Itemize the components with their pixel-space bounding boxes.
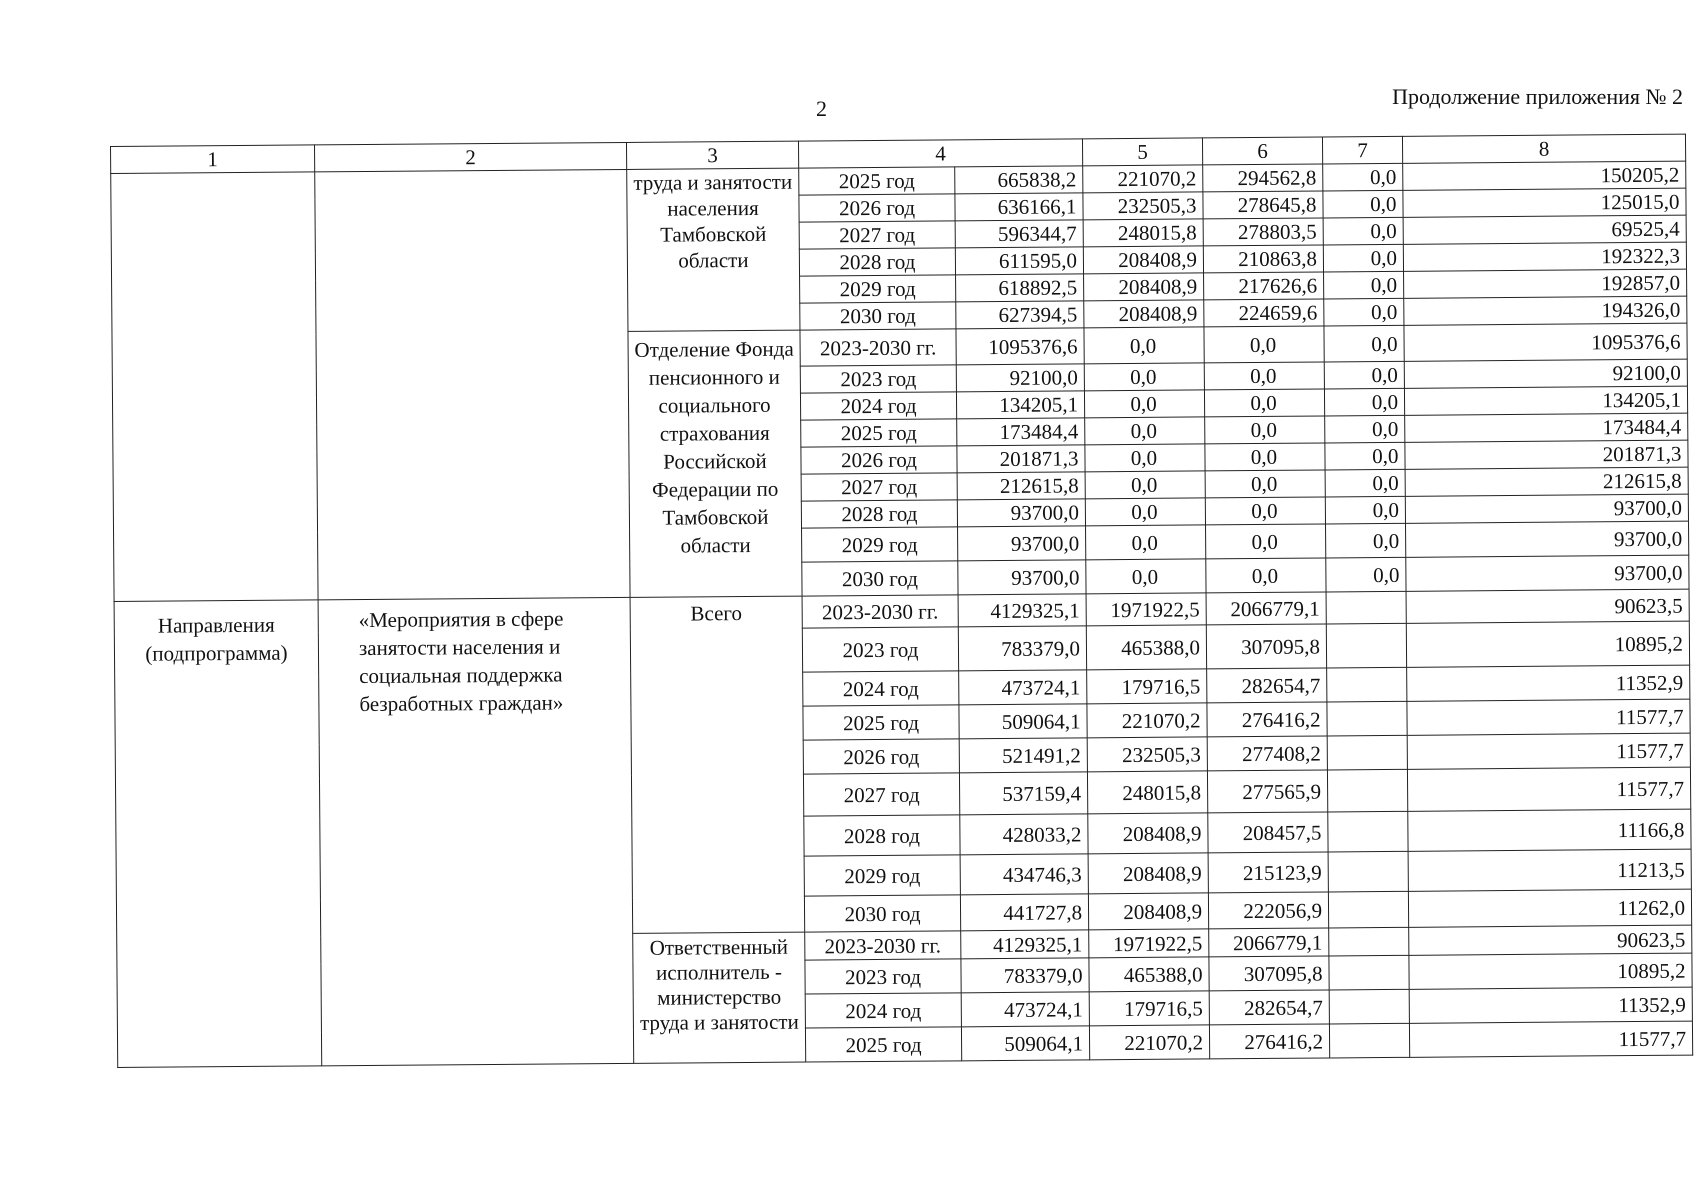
period-cell: 2026 год <box>803 739 959 774</box>
amount-cell: 521491,2 <box>959 738 1087 773</box>
amount-cell: 221070,2 <box>1087 703 1207 738</box>
amount-cell: 0,0 <box>1085 498 1205 526</box>
amount-cell: 282654,7 <box>1209 990 1329 1025</box>
column-header: 5 <box>1082 138 1202 166</box>
period-cell: 2026 год <box>799 194 955 222</box>
period-cell: 2025 год <box>799 167 955 195</box>
page-number: 2 <box>816 96 827 121</box>
amount-cell: 208408,9 <box>1084 273 1204 301</box>
amount-cell: 11352,9 <box>1407 665 1690 701</box>
amount-cell: 11262,0 <box>1408 889 1691 927</box>
amount-cell: 282654,7 <box>1207 668 1327 703</box>
amount-cell <box>1327 701 1407 736</box>
amount-cell: 473724,1 <box>961 992 1089 1027</box>
amount-cell: 93700,0 <box>1406 521 1689 557</box>
amount-cell: 93700,0 <box>1406 555 1689 591</box>
amount-cell: 783379,0 <box>958 626 1086 671</box>
period-cell: 2030 год <box>802 561 958 596</box>
period-cell: 2027 год <box>803 773 959 816</box>
column-header: 7 <box>1322 136 1402 164</box>
amount-cell: 93700,0 <box>958 526 1086 561</box>
period-cell: 2030 год <box>804 895 960 932</box>
amount-cell: 4129325,1 <box>958 594 1086 627</box>
amount-cell: 0,0 <box>1325 496 1405 524</box>
period-cell: 2028 год <box>799 248 955 276</box>
amount-cell: 10895,2 <box>1406 621 1689 667</box>
amount-cell: 0,0 <box>1204 362 1324 390</box>
period-cell: 2024 год <box>800 392 956 420</box>
amount-cell: 0,0 <box>1326 523 1406 558</box>
amount-cell: 473724,1 <box>959 670 1087 705</box>
amount-cell: 11352,9 <box>1409 987 1692 1023</box>
amount-cell: 465388,0 <box>1086 625 1206 670</box>
amount-cell: 11166,8 <box>1408 809 1691 851</box>
amount-cell <box>1327 667 1407 702</box>
amount-cell: 232505,3 <box>1083 192 1203 220</box>
amount-cell: 208408,9 <box>1088 813 1208 854</box>
amount-cell: 0,0 <box>1323 244 1403 272</box>
amount-cell: 0,0 <box>1086 559 1206 594</box>
period-cell: 2030 год <box>800 302 956 330</box>
amount-cell <box>1326 591 1406 624</box>
amount-cell <box>1328 891 1408 928</box>
financing-table <box>110 134 1693 1068</box>
subprogram-title-cell: «Мероприятия в сфере занятости населения и социальная поддержка безработных граждан» <box>318 597 634 1065</box>
amount-cell: 618892,5 <box>956 274 1084 302</box>
period-cell: 2025 год <box>803 705 959 740</box>
amount-cell: 173484,4 <box>957 418 1085 446</box>
amount-cell: 0,0 <box>1205 470 1325 498</box>
amount-cell <box>1329 927 1409 956</box>
amount-cell: 0,0 <box>1206 558 1326 593</box>
amount-cell <box>1327 735 1407 770</box>
type-cell: Направления (подпрограмма) <box>114 600 322 1068</box>
amount-cell: 222056,9 <box>1208 892 1328 929</box>
amount-cell: 627394,5 <box>956 301 1084 329</box>
amount-cell: 194326,0 <box>1404 296 1687 325</box>
amount-cell: 465388,0 <box>1089 957 1209 992</box>
amount-cell <box>1328 811 1408 852</box>
amount-cell: 0,0 <box>1206 524 1326 559</box>
amount-cell: 2066779,1 <box>1209 928 1329 957</box>
amount-cell: 276416,2 <box>1209 1024 1329 1059</box>
amount-cell: 201871,3 <box>957 445 1085 473</box>
amount-cell: 125015,0 <box>1403 188 1686 217</box>
amount-cell: 277565,9 <box>1207 770 1327 813</box>
title-cell <box>315 169 630 599</box>
amount-cell: 90623,5 <box>1406 589 1689 623</box>
amount-cell: 4129325,1 <box>961 930 1089 959</box>
column-header: 6 <box>1202 137 1322 165</box>
amount-cell <box>1329 955 1409 990</box>
period-cell: 2023-2030 гг. <box>800 329 956 366</box>
recipient-cell: Отделение Фонда пенсионного и социального страхования Российской Федерации по Тамбовской области <box>628 330 802 597</box>
amount-cell: 0,0 <box>1324 325 1404 362</box>
amount-cell: 221070,2 <box>1083 165 1203 193</box>
period-cell: 2024 год <box>805 993 961 1028</box>
amount-cell: 212615,8 <box>957 472 1085 500</box>
amount-cell: 11577,7 <box>1407 767 1690 811</box>
amount-cell: 173484,4 <box>1405 413 1688 442</box>
amount-cell: 0,0 <box>1324 271 1404 299</box>
amount-cell: 665838,2 <box>955 166 1083 194</box>
period-cell: 2028 год <box>801 500 957 528</box>
period-cell: 2023 год <box>800 365 956 393</box>
amount-cell: 434746,3 <box>960 854 1088 895</box>
amount-cell: 276416,2 <box>1207 702 1327 737</box>
amount-cell: 1095376,6 <box>1404 323 1687 361</box>
amount-cell: 0,0 <box>1324 388 1404 416</box>
amount-cell: 278803,5 <box>1203 218 1323 246</box>
amount-cell: 0,0 <box>1085 417 1205 445</box>
amount-cell: 0,0 <box>1325 469 1405 497</box>
column-header: 8 <box>1402 134 1685 163</box>
amount-cell: 0,0 <box>1205 443 1325 471</box>
amount-cell: 93700,0 <box>958 560 1086 595</box>
amount-cell: 248015,8 <box>1087 771 1207 814</box>
amount-cell: 208408,9 <box>1084 300 1204 328</box>
amount-cell: 208408,9 <box>1088 893 1208 930</box>
amount-cell: 134205,1 <box>1404 386 1687 415</box>
period-cell: 2029 год <box>804 855 960 896</box>
column-header: 4 <box>798 139 1082 168</box>
column-header: 2 <box>314 142 626 171</box>
recipient-cell: Ответственный исполнитель - министерство труда и занятости <box>633 932 806 1063</box>
amount-cell: 0,0 <box>1326 557 1406 592</box>
amount-cell: 192857,0 <box>1404 269 1687 298</box>
amount-cell: 0,0 <box>1086 525 1206 560</box>
period-cell: 2025 год <box>801 419 957 447</box>
period-cell: 2023-2030 гг. <box>802 595 958 628</box>
amount-cell: 307095,8 <box>1209 956 1329 991</box>
amount-cell: 509064,1 <box>961 1026 1089 1061</box>
amount-cell <box>1329 989 1409 1024</box>
amount-cell: 0,0 <box>1325 415 1405 443</box>
amount-cell: 0,0 <box>1324 361 1404 389</box>
period-cell: 2029 год <box>802 527 958 562</box>
amount-cell: 0,0 <box>1085 471 1205 499</box>
amount-cell: 92100,0 <box>956 364 1084 392</box>
amount-cell: 294562,8 <box>1203 164 1323 192</box>
amount-cell: 192322,3 <box>1403 242 1686 271</box>
amount-cell <box>1329 1023 1409 1058</box>
period-cell: 2027 год <box>799 221 955 249</box>
amount-cell: 90623,5 <box>1409 925 1692 955</box>
period-cell: 2029 год <box>800 275 956 303</box>
amount-cell: 10895,2 <box>1409 953 1692 989</box>
amount-cell: 277408,2 <box>1207 736 1327 771</box>
amount-cell: 0,0 <box>1323 217 1403 245</box>
amount-cell: 232505,3 <box>1087 737 1207 772</box>
amount-cell: 215123,9 <box>1208 852 1328 893</box>
amount-cell: 0,0 <box>1084 390 1204 418</box>
amount-cell: 248015,8 <box>1083 219 1203 247</box>
period-cell: 2024 год <box>803 671 959 706</box>
recipient-cell: Всего <box>630 596 805 933</box>
amount-cell: 636166,1 <box>955 193 1083 221</box>
amount-cell: 11213,5 <box>1408 849 1691 891</box>
amount-cell: 224659,6 <box>1204 299 1324 327</box>
amount-cell: 11577,7 <box>1407 699 1690 735</box>
amount-cell: 0,0 <box>1325 442 1405 470</box>
amount-cell: 0,0 <box>1204 326 1324 363</box>
amount-cell: 179716,5 <box>1087 669 1207 704</box>
amount-cell: 11577,7 <box>1407 733 1690 769</box>
amount-cell: 0,0 <box>1323 163 1403 191</box>
amount-cell: 0,0 <box>1205 497 1325 525</box>
amount-cell: 221070,2 <box>1089 1025 1209 1060</box>
continuation-label: Продолжение приложения № 2 <box>1392 84 1683 109</box>
amount-cell: 201871,3 <box>1405 440 1688 469</box>
period-cell: 2023 год <box>805 959 961 994</box>
amount-cell: 428033,2 <box>960 814 1088 855</box>
amount-cell: 150205,2 <box>1403 161 1686 190</box>
amount-cell: 783379,0 <box>961 958 1089 993</box>
amount-cell: 210863,8 <box>1203 245 1323 273</box>
amount-cell: 179716,5 <box>1089 991 1209 1026</box>
amount-cell: 93700,0 <box>957 499 1085 527</box>
period-cell: 2023-2030 гг. <box>805 931 961 960</box>
amount-cell: 0,0 <box>1204 389 1324 417</box>
amount-cell: 0,0 <box>1084 363 1204 391</box>
type-cell <box>111 172 318 602</box>
period-cell: 2023 год <box>802 627 958 672</box>
amount-cell: 1095376,6 <box>956 328 1084 365</box>
amount-cell <box>1326 623 1406 668</box>
amount-cell: 537159,4 <box>959 772 1087 815</box>
amount-cell <box>1327 769 1407 812</box>
column-header: 3 <box>626 141 798 169</box>
amount-cell: 307095,8 <box>1206 624 1326 669</box>
amount-cell: 69525,4 <box>1403 215 1686 244</box>
amount-cell: 0,0 <box>1205 416 1325 444</box>
column-header: 1 <box>111 145 315 174</box>
amount-cell: 208457,5 <box>1208 812 1328 853</box>
period-cell: 2028 год <box>804 815 960 856</box>
period-cell: 2027 год <box>801 473 957 501</box>
amount-cell: 0,0 <box>1085 444 1205 472</box>
amount-cell <box>1328 851 1408 892</box>
amount-cell: 208408,9 <box>1088 853 1208 894</box>
period-cell: 2026 год <box>801 446 957 474</box>
amount-cell: 212615,8 <box>1405 467 1688 496</box>
recipient-cell: труда и занятости населения Тамбовской области <box>627 168 800 331</box>
amount-cell: 441727,8 <box>960 894 1088 931</box>
amount-cell: 596344,7 <box>955 220 1083 248</box>
amount-cell: 611595,0 <box>955 247 1083 275</box>
amount-cell: 0,0 <box>1323 190 1403 218</box>
period-cell: 2025 год <box>805 1027 961 1062</box>
amount-cell: 1971922,5 <box>1086 593 1206 626</box>
amount-cell: 92100,0 <box>1404 359 1687 388</box>
amount-cell: 217626,6 <box>1204 272 1324 300</box>
amount-cell: 11577,7 <box>1409 1021 1692 1057</box>
amount-cell: 208408,9 <box>1083 246 1203 274</box>
amount-cell: 278645,8 <box>1203 191 1323 219</box>
amount-cell: 134205,1 <box>956 391 1084 419</box>
amount-cell: 509064,1 <box>959 704 1087 739</box>
amount-cell: 2066779,1 <box>1206 592 1326 625</box>
amount-cell: 0,0 <box>1324 298 1404 326</box>
amount-cell: 0,0 <box>1084 327 1204 364</box>
amount-cell: 1971922,5 <box>1089 929 1209 958</box>
amount-cell: 93700,0 <box>1405 494 1688 523</box>
